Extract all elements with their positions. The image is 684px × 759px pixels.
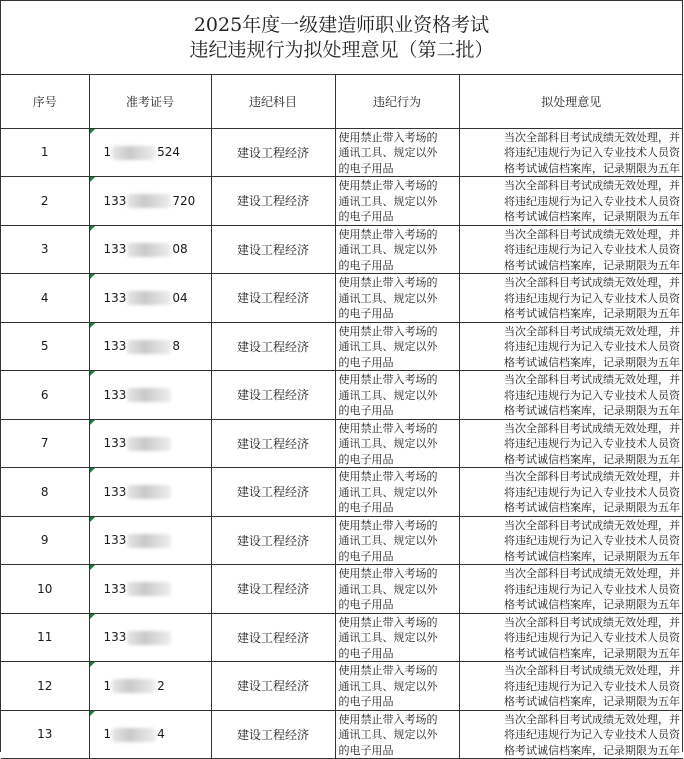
row-seq: 2 [1, 177, 89, 226]
opinion-line-2: 将违纪违规行为记入专业技术人员资 [504, 194, 680, 208]
row-subject: 建设工程经济 [211, 322, 335, 371]
behavior-line-1: 使用禁止带入考场的 [338, 712, 438, 726]
row-opinion [459, 565, 683, 614]
row-seq: 4 [1, 274, 89, 323]
row-opinion [459, 128, 683, 177]
behavior-line-3: 的电子用品 [338, 307, 394, 320]
opinion-line-2: 将违纪违规行为记入专业技术人员资 [504, 340, 680, 353]
row-seq: 8 [1, 468, 89, 517]
row-seq: 5 [1, 322, 89, 371]
header-behavior: 违纪行为 [335, 75, 459, 128]
exam-id-prefix: 133 [103, 533, 127, 547]
behavior-line-1: 使用禁止带入考场的 [338, 130, 438, 144]
behavior-line-1: 使用禁止带入考场的 [338, 276, 438, 289]
opinion-line-3: 格考试诚信档案库，记录期限为五年 [504, 646, 680, 660]
opinion-line-3: 格考试诚信档案库，记录期限为五年 [504, 695, 680, 708]
opinion-line-1: 当次全部科目考试成绩无效处理，并 [504, 518, 680, 532]
row-exam-id [89, 516, 211, 565]
row-behavior [335, 322, 459, 371]
behavior-line-2: 通讯工具、规定以外 [338, 388, 438, 402]
row-subject: 建设工程经济 [211, 516, 335, 565]
row-opinion [459, 613, 683, 662]
row-subject: 建设工程经济 [211, 710, 335, 759]
row-subject: 建设工程经济 [211, 468, 335, 517]
cell-comment-marker-icon [90, 420, 95, 425]
redacted-blur [127, 485, 171, 499]
row-seq: 13 [1, 710, 89, 759]
behavior-line-3: 的电子用品 [338, 743, 394, 757]
header-subject: 违纪科目 [211, 75, 335, 128]
behavior-line-2: 通讯工具、规定以外 [338, 340, 438, 353]
opinion-line-2: 将违纪违规行为记入专业技术人员资 [504, 485, 680, 499]
exam-id-suffix: 8 [172, 339, 181, 353]
violations-table [1, 75, 683, 759]
opinion-line-2: 将违纪违规行为记入专业技术人员资 [504, 728, 680, 741]
row-subject: 建设工程经济 [211, 662, 335, 711]
behavior-line-2: 通讯工具、规定以外 [338, 146, 438, 159]
redacted-blur [127, 631, 171, 645]
cell-comment-marker-icon [90, 565, 95, 570]
row-exam-id [89, 128, 211, 177]
opinion-line-3: 格考试诚信档案库，记录期限为五年 [504, 404, 680, 417]
exam-id-prefix: 133 [103, 387, 127, 402]
opinion-line-3: 格考试诚信档案库，记录期限为五年 [504, 161, 680, 175]
row-exam-id [89, 565, 211, 614]
opinion-line-1: 当次全部科目考试成绩无效处理，并 [504, 615, 680, 629]
row-opinion [459, 177, 683, 226]
exam-id-prefix: 133 [103, 436, 127, 450]
opinion-line-1: 当次全部科目考试成绩无效处理，并 [504, 324, 680, 338]
cell-comment-marker-icon [90, 371, 95, 376]
row-seq: 9 [1, 516, 89, 565]
row-subject: 建设工程经济 [211, 371, 335, 420]
cell-comment-marker-icon [90, 662, 95, 667]
row-subject: 建设工程经济 [211, 274, 335, 323]
row-subject: 建设工程经济 [211, 565, 335, 614]
row-behavior [335, 371, 459, 420]
exam-id-suffix: 4 [157, 727, 165, 741]
table-row [1, 371, 683, 420]
opinion-line-3: 格考试诚信档案库，记录期限为五年 [504, 210, 680, 223]
row-subject: 建设工程经济 [211, 225, 335, 274]
behavior-line-2: 通讯工具、规定以外 [338, 437, 438, 450]
behavior-line-1: 使用禁止带入考场的 [338, 567, 438, 580]
behavior-line-3: 的电子用品 [338, 404, 394, 417]
behavior-line-3: 的电子用品 [338, 501, 394, 514]
opinion-line-2: 将违纪违规行为记入专业技术人员资 [504, 679, 680, 693]
opinion-line-3: 格考试诚信档案库，记录期限为五年 [504, 258, 680, 272]
behavior-line-3: 的电子用品 [338, 695, 394, 708]
cell-comment-marker-icon [90, 177, 95, 182]
table-row [1, 177, 683, 226]
row-opinion [459, 274, 683, 323]
redacted-blur [127, 291, 171, 305]
behavior-line-1: 使用禁止带入考场的 [338, 470, 438, 483]
header-opinion: 拟处理意见 [459, 75, 683, 128]
redacted-blur [127, 194, 171, 208]
behavior-line-3: 的电子用品 [338, 598, 394, 611]
behavior-line-2: 通讯工具、规定以外 [338, 485, 438, 499]
table-row [1, 322, 683, 371]
exam-id-prefix: 133 [103, 290, 127, 305]
cell-comment-marker-icon [90, 517, 95, 522]
behavior-line-3: 的电子用品 [338, 258, 394, 272]
behavior-line-2: 通讯工具、规定以外 [338, 243, 438, 256]
exam-id-suffix: 08 [172, 242, 188, 256]
row-behavior [335, 565, 459, 614]
behavior-line-3: 的电子用品 [338, 355, 394, 369]
row-subject: 建设工程经济 [211, 419, 335, 468]
row-behavior [335, 274, 459, 323]
redacted-blur [112, 679, 156, 693]
behavior-line-3: 的电子用品 [338, 549, 394, 563]
opinion-line-2: 将违纪违规行为记入专业技术人员资 [504, 582, 680, 596]
row-opinion [459, 225, 683, 274]
opinion-line-1: 当次全部科目考试成绩无效处理，并 [504, 373, 680, 386]
exam-id-prefix: 1 [103, 727, 112, 741]
table-row [1, 710, 683, 759]
row-seq: 11 [1, 613, 89, 662]
cell-comment-marker-icon [90, 274, 95, 279]
row-opinion [459, 468, 683, 517]
behavior-line-3: 的电子用品 [338, 161, 394, 175]
cell-comment-marker-icon [90, 129, 95, 134]
row-exam-id [89, 274, 211, 323]
row-exam-id [89, 662, 211, 711]
row-seq: 10 [1, 565, 89, 614]
opinion-line-2: 将违纪违规行为记入专业技术人员资 [504, 291, 680, 305]
row-behavior [335, 662, 459, 711]
redacted-blur [127, 437, 171, 451]
row-opinion [459, 322, 683, 371]
opinion-line-3: 格考试诚信档案库，记录期限为五年 [504, 452, 680, 466]
opinion-line-1: 当次全部科目考试成绩无效处理，并 [504, 276, 680, 289]
cell-comment-marker-icon [90, 614, 95, 619]
behavior-line-1: 使用禁止带入考场的 [338, 373, 438, 386]
opinion-line-2: 将违纪违规行为记入专业技术人员资 [504, 146, 680, 159]
row-opinion [459, 419, 683, 468]
behavior-line-3: 的电子用品 [338, 452, 394, 466]
row-subject: 建设工程经济 [211, 613, 335, 662]
exam-id-suffix: 04 [172, 290, 188, 305]
cell-comment-marker-icon [90, 226, 95, 231]
behavior-line-1: 使用禁止带入考场的 [338, 179, 438, 192]
title-line-1: 2025年度一级建造师职业资格考试 [193, 14, 490, 36]
row-exam-id [89, 177, 211, 226]
opinion-line-1: 当次全部科目考试成绩无效处理，并 [504, 179, 680, 192]
row-seq: 12 [1, 662, 89, 711]
opinion-line-1: 当次全部科目考试成绩无效处理，并 [504, 470, 680, 483]
exam-id-prefix: 133 [103, 339, 127, 353]
table-row [1, 274, 683, 323]
header-seq: 序号 [1, 75, 89, 128]
opinion-line-1: 当次全部科目考试成绩无效处理，并 [504, 130, 680, 144]
table-row [1, 225, 683, 274]
opinion-line-3: 格考试诚信档案库，记录期限为五年 [504, 501, 680, 514]
behavior-line-1: 使用禁止带入考场的 [338, 227, 438, 241]
table-row [1, 662, 683, 711]
redacted-blur [127, 582, 171, 596]
exam-id-prefix: 133 [103, 630, 127, 644]
opinion-line-3: 格考试诚信档案库，记录期限为五年 [504, 549, 680, 563]
table-row [1, 419, 683, 468]
redacted-blur [112, 728, 156, 742]
row-opinion [459, 516, 683, 565]
behavior-line-3: 的电子用品 [338, 646, 394, 660]
row-seq: 6 [1, 371, 89, 420]
behavior-line-2: 通讯工具、规定以外 [338, 582, 438, 596]
opinion-line-2: 将违纪违规行为记入专业技术人员资 [504, 388, 680, 402]
exam-id-prefix: 1 [103, 678, 112, 693]
redacted-blur [127, 340, 171, 354]
opinion-line-1: 当次全部科目考试成绩无效处理，并 [504, 227, 680, 241]
table-row [1, 128, 683, 177]
row-opinion [459, 371, 683, 420]
exam-id-prefix: 133 [103, 581, 127, 596]
behavior-line-1: 使用禁止带入考场的 [338, 518, 438, 532]
opinion-line-1: 当次全部科目考试成绩无效处理，并 [504, 712, 680, 726]
opinion-line-3: 格考试诚信档案库，记录期限为五年 [504, 307, 680, 320]
cell-comment-marker-icon [90, 323, 95, 328]
table-row [1, 613, 683, 662]
opinion-line-2: 将违纪违规行为记入专业技术人员资 [504, 534, 680, 547]
exam-id-suffix: 2 [157, 678, 165, 693]
behavior-line-1: 使用禁止带入考场的 [338, 664, 438, 677]
cell-comment-marker-icon [90, 468, 95, 473]
redacted-blur [127, 388, 171, 402]
opinion-line-1: 当次全部科目考试成绩无效处理，并 [504, 567, 680, 580]
row-behavior [335, 177, 459, 226]
behavior-line-1: 使用禁止带入考场的 [338, 615, 438, 629]
behavior-line-2: 通讯工具、规定以外 [338, 534, 438, 547]
title-line-2: 违纪违规行为拟处理意见（第二批） [189, 39, 494, 61]
redacted-blur [112, 146, 156, 160]
behavior-line-3: 的电子用品 [338, 210, 394, 223]
row-exam-id [89, 225, 211, 274]
cell-comment-marker-icon [90, 711, 95, 716]
row-exam-id [89, 419, 211, 468]
row-behavior [335, 516, 459, 565]
behavior-line-2: 通讯工具、规定以外 [338, 194, 438, 208]
row-opinion [459, 710, 683, 759]
opinion-line-1: 当次全部科目考试成绩无效处理，并 [504, 421, 680, 435]
row-exam-id [89, 322, 211, 371]
opinion-line-3: 格考试诚信档案库，记录期限为五年 [504, 355, 680, 369]
row-exam-id [89, 371, 211, 420]
table-row [1, 565, 683, 614]
row-behavior [335, 419, 459, 468]
table-row [1, 468, 683, 517]
exam-id-prefix: 133 [103, 193, 127, 208]
redacted-blur [127, 243, 171, 257]
opinion-line-1: 当次全部科目考试成绩无效处理，并 [504, 664, 680, 677]
row-behavior [335, 613, 459, 662]
behavior-line-2: 通讯工具、规定以外 [338, 631, 438, 644]
opinion-line-2: 将违纪违规行为记入专业技术人员资 [504, 437, 680, 450]
redacted-blur [127, 534, 171, 548]
table-row [1, 516, 683, 565]
behavior-line-2: 通讯工具、规定以外 [338, 679, 438, 693]
exam-id-prefix: 133 [103, 242, 127, 256]
row-behavior [335, 710, 459, 759]
row-opinion [459, 662, 683, 711]
row-behavior [335, 468, 459, 517]
row-subject: 建设工程经济 [211, 177, 335, 226]
exam-id-suffix: 720 [172, 193, 196, 208]
opinion-line-2: 将违纪违规行为记入专业技术人员资 [504, 631, 680, 644]
row-exam-id [89, 710, 211, 759]
exam-id-prefix: 1 [103, 145, 112, 159]
behavior-line-1: 使用禁止带入考场的 [338, 324, 438, 338]
header-exam-id: 准考证号 [89, 75, 211, 128]
row-seq: 1 [1, 128, 89, 177]
opinion-line-3: 格考试诚信档案库，记录期限为五年 [504, 598, 680, 611]
behavior-line-2: 通讯工具、规定以外 [338, 291, 438, 305]
opinion-line-3: 格考试诚信档案库，记录期限为五年 [504, 743, 680, 757]
opinion-line-2: 将违纪违规行为记入专业技术人员资 [504, 243, 680, 256]
row-exam-id [89, 613, 211, 662]
exam-id-suffix: 524 [157, 145, 181, 159]
behavior-line-1: 使用禁止带入考场的 [338, 421, 438, 435]
row-subject: 建设工程经济 [211, 128, 335, 177]
table-header-row [1, 75, 683, 128]
row-seq: 7 [1, 419, 89, 468]
exam-id-prefix: 133 [103, 484, 127, 499]
row-behavior [335, 225, 459, 274]
row-behavior [335, 128, 459, 177]
behavior-line-2: 通讯工具、规定以外 [338, 728, 438, 741]
row-exam-id [89, 468, 211, 517]
document-title [1, 1, 682, 75]
row-seq: 3 [1, 225, 89, 274]
